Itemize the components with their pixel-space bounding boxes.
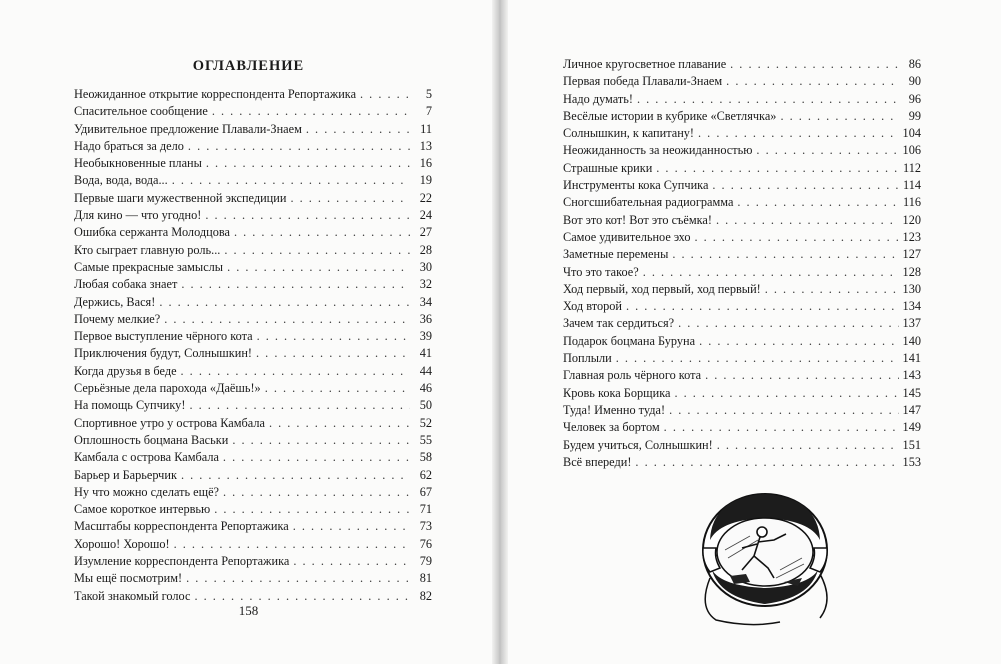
toc-entry-title: Самое короткое интервью [74, 502, 211, 517]
toc-dot-leader [674, 385, 898, 402]
toc-entry-title: Первая победа Плавали-Знаем [563, 74, 723, 89]
toc-entry-page: 62 [419, 467, 432, 482]
toc-entry-page: 79 [419, 554, 432, 569]
toc-entry [563, 454, 921, 471]
toc-dot-leader [643, 264, 899, 281]
toc-entry-page: 24 [419, 208, 432, 223]
toc-entry-title: Солнышкин, к капитану! [563, 126, 695, 141]
toc-entry-title: На помощь Супчику! [74, 398, 186, 413]
toc-dot-leader [227, 259, 410, 276]
toc-entry-title: Барьер и Барьерчик [74, 467, 177, 482]
toc-entry-title: Зачем так сердиться? [563, 316, 675, 331]
toc-entry [74, 363, 432, 380]
toc-entry-title: Необыкновенные планы [74, 156, 202, 171]
toc-entry-title: Самое удивительное эхо [563, 229, 691, 244]
toc-dot-leader [360, 86, 410, 103]
toc-entry-page: 137 [902, 316, 921, 331]
toc-entry-page: 114 [903, 178, 921, 193]
toc-entry-title: Всё впереди! [563, 454, 632, 469]
toc-entry [74, 121, 432, 138]
toc-entry [74, 415, 432, 432]
toc-entry-page: 123 [902, 229, 921, 244]
toc-entry-title: Почему мелкие? [74, 311, 161, 326]
toc-entry-title: Сногсшибательная радиограмма [563, 195, 734, 210]
toc-entry [74, 172, 432, 189]
toc-dot-leader [223, 484, 410, 501]
toc-entry-page: 116 [903, 195, 921, 210]
toc-entry-page: 145 [902, 385, 921, 400]
toc-entry [74, 518, 432, 535]
toc-entry-page: 27 [419, 225, 432, 240]
toc-entry-page: 76 [419, 536, 432, 551]
toc-dot-leader [290, 190, 410, 207]
toc-dot-leader [205, 207, 410, 224]
toc-entry-title: Человек за бортом [563, 420, 660, 435]
toc-entry [563, 281, 921, 298]
toc-dot-leader [756, 142, 898, 159]
toc-entry [74, 311, 432, 328]
page-number: 158 [238, 603, 259, 618]
toc-entry [563, 298, 921, 315]
toc-entry [563, 350, 921, 367]
toc-dot-leader [699, 333, 898, 350]
toc-entry-page: 112 [903, 160, 921, 175]
toc-entry-title: Главная роль чёрного кота [563, 368, 702, 383]
toc-dot-leader [664, 419, 899, 436]
toc-entry [74, 207, 432, 224]
lifebuoy-illustration-icon [690, 478, 840, 628]
toc-entry-title: Вода, вода, вода... [74, 173, 168, 188]
toc-entry-title: Хорошо! Хорошо! [74, 536, 170, 551]
toc-entry-page: 82 [419, 588, 432, 603]
toc-dot-leader [672, 246, 898, 263]
toc-entry-title: Будем учиться, Солнышкин! [563, 437, 713, 452]
toc-entry [563, 437, 921, 454]
toc-dot-leader [257, 328, 410, 345]
toc-dot-leader [712, 177, 899, 194]
toc-entry [74, 259, 432, 276]
toc-dot-leader [293, 553, 410, 570]
toc-dot-leader [214, 501, 410, 518]
toc-dot-leader [224, 242, 410, 259]
toc-entry-page: 32 [419, 277, 432, 292]
toc-entry [74, 190, 432, 207]
toc-entry-page: 30 [419, 259, 432, 274]
toc-dot-leader [206, 155, 410, 172]
toc-entry [74, 570, 432, 587]
toc-entry [74, 138, 432, 155]
toc-entry [563, 264, 921, 281]
toc-entry-page: 130 [902, 281, 921, 296]
toc-entry-page: 36 [419, 311, 432, 326]
toc-entry [74, 345, 432, 362]
toc-entry-page: 52 [419, 415, 432, 430]
toc-entry-title: Ошибка сержанта Молодцова [74, 225, 230, 240]
toc-entry-page: 134 [902, 299, 921, 314]
toc-dot-leader [159, 294, 410, 311]
toc-entry [563, 177, 921, 194]
toc-entry-page: 28 [419, 242, 432, 257]
toc-dot-leader [265, 380, 410, 397]
toc-dot-leader [626, 298, 899, 315]
toc-dot-leader [635, 454, 898, 471]
toc-entry-title: Весёлые истории в кубрике «Светлячка» [563, 108, 777, 123]
toc-entry [74, 242, 432, 259]
toc-dot-leader [730, 56, 899, 73]
toc-entry-page: 90 [908, 74, 921, 89]
toc-entry-title: Личное кругосветное плавание [563, 57, 727, 71]
toc-entry-page: 96 [908, 91, 921, 106]
toc-entry-title: Неожиданное открытие корреспондента Репортажика [74, 87, 357, 101]
toc-entry [74, 380, 432, 397]
toc-entry-title: Надо думать! [563, 91, 633, 106]
toc-entry [74, 328, 432, 345]
toc-entry-page: 99 [908, 108, 921, 123]
toc-entry [563, 402, 921, 419]
toc-entry [74, 449, 432, 466]
toc-entry-page: 5 [425, 87, 432, 101]
toc-entry-page: 140 [902, 333, 921, 348]
toc-entry-title: Держись, Вася! [74, 294, 156, 309]
toc-dot-leader [726, 73, 899, 90]
toc-entry-page: 149 [902, 420, 921, 435]
toc-entry-page: 128 [902, 264, 921, 279]
toc-entry-title: Спасительное сообщение [74, 104, 208, 119]
toc-entry [74, 432, 432, 449]
toc-dot-leader [232, 432, 410, 449]
toc-entry-title: Ну что можно сделать ещё? [74, 484, 219, 499]
toc-entry-page: 153 [902, 454, 921, 469]
toc-entry-page: 22 [419, 190, 432, 205]
toc-entry-page: 151 [902, 437, 921, 452]
toc-list-left [74, 86, 432, 605]
toc-dot-leader [212, 103, 410, 120]
toc-entry [563, 142, 921, 159]
toc-entry-page: 34 [419, 294, 432, 309]
toc-entry-page: 71 [419, 502, 432, 517]
toc-entry [74, 155, 432, 172]
toc-entry [563, 194, 921, 211]
toc-dot-leader [765, 281, 899, 298]
toc-entry-title: Первое выступление чёрного кота [74, 329, 253, 344]
toc-entry-title: Заметные перемены [563, 247, 669, 262]
toc-dot-leader [256, 345, 410, 362]
toc-dot-leader [306, 121, 410, 138]
toc-dot-leader [678, 315, 898, 332]
toc-entry-title: Спортивное утро у острова Камбала [74, 415, 265, 430]
toc-entry [74, 553, 432, 570]
toc-entry [563, 367, 921, 384]
toc-entry-page: 44 [419, 363, 432, 378]
toc-entry-page: 50 [419, 398, 432, 413]
toc-dot-leader [186, 570, 410, 587]
toc-entry [74, 224, 432, 241]
toc-entry-title: Приключения будут, Солнышкин! [74, 346, 253, 361]
toc-entry-page: 46 [419, 381, 432, 396]
toc-entry [563, 419, 921, 436]
toc-entry-title: Кровь кока Борщика [563, 385, 671, 400]
left-page [0, 0, 497, 664]
toc-entry-page: 41 [419, 346, 432, 361]
toc-dot-leader [189, 397, 410, 414]
toc-entry [74, 294, 432, 311]
toc-title: ОГЛАВЛЕНИЕ [192, 58, 305, 74]
toc-entry-title: Когда друзья в беде [74, 363, 177, 378]
toc-entry-page: 127 [902, 247, 921, 262]
book-gutter [492, 0, 508, 664]
toc-entry-title: Страшные крики [563, 160, 653, 175]
toc-entry [563, 91, 921, 108]
toc-dot-leader [694, 229, 898, 246]
toc-entry-title: Туда! Именно туда! [563, 402, 666, 417]
toc-dot-leader [181, 363, 410, 380]
toc-entry [563, 108, 921, 125]
toc-entry [563, 385, 921, 402]
toc-dot-leader [164, 311, 410, 328]
toc-entry-title: Масштабы корреспондента Репортажика [74, 519, 289, 534]
toc-entry-title: Неожиданность за неожиданностью [563, 143, 753, 158]
toc-entry-title: Такой знакомый голос [74, 588, 191, 603]
toc-entry-title: Удивительное предложение Плавали-Знаем [74, 121, 302, 136]
toc-entry-title: Кто сыграет главную роль... [74, 242, 221, 257]
toc-dot-leader [705, 367, 898, 384]
toc-entry-title: Инструменты кока Супчика [563, 178, 709, 193]
toc-entry-title: Для кино — что угодно! [74, 208, 202, 223]
toc-entry [563, 160, 921, 177]
toc-dot-leader [717, 437, 899, 454]
toc-entry [74, 103, 432, 120]
toc-entry-page: 16 [419, 156, 432, 171]
toc-entry-title: Надо браться за дело [74, 138, 184, 153]
toc-entry-title: Самые прекрасные замыслы [74, 259, 224, 274]
toc-dot-leader [234, 224, 410, 241]
toc-entry [74, 501, 432, 518]
toc-entry-page: 120 [902, 212, 921, 227]
toc-dot-leader [698, 125, 899, 142]
toc-entry [74, 484, 432, 501]
toc-entry [74, 86, 432, 103]
toc-dot-leader [616, 350, 899, 367]
toc-entry-title: Мы ещё посмотрим! [74, 571, 183, 586]
toc-entry-title: Оплошность боцмана Васьки [74, 432, 229, 447]
toc-entry [563, 56, 921, 73]
toc-dot-leader [737, 194, 899, 211]
toc-entry-page: 86 [908, 57, 921, 71]
toc-entry [563, 333, 921, 350]
toc-entry-page: 104 [902, 126, 921, 141]
toc-entry-title: Ход второй [563, 299, 622, 314]
toc-dot-leader [181, 276, 410, 293]
toc-entry [563, 125, 921, 142]
toc-entry [563, 73, 921, 90]
toc-dot-leader [293, 518, 410, 535]
toc-entry-page: 73 [419, 519, 432, 534]
toc-dot-leader [716, 212, 899, 229]
toc-entry-page: 13 [419, 138, 432, 153]
toc-entry-page: 147 [902, 402, 921, 417]
toc-entry [74, 467, 432, 484]
toc-dot-leader [637, 91, 899, 108]
toc-dot-leader [188, 138, 410, 155]
toc-entry-page: 39 [419, 329, 432, 344]
toc-entry-page: 106 [902, 143, 921, 158]
toc-entry [563, 229, 921, 246]
toc-dot-leader [269, 415, 410, 432]
toc-entry-page: 141 [902, 351, 921, 366]
toc-entry-page: 143 [902, 368, 921, 383]
toc-entry [74, 536, 432, 553]
toc-entry-title: Серьёзные дела парохода «Даёшь!» [74, 381, 261, 396]
toc-entry-title: Поплыли [563, 351, 612, 366]
toc-entry [563, 246, 921, 263]
toc-entry-page: 7 [425, 104, 432, 119]
toc-entry-title: Подарок боцмана Буруна [563, 333, 696, 348]
toc-dot-leader [669, 402, 898, 419]
toc-entry-page: 19 [419, 173, 432, 188]
toc-dot-leader [181, 467, 410, 484]
toc-dot-leader [780, 108, 899, 125]
toc-entry-title: Ход первый, ход первый, ход первый! [563, 281, 761, 296]
toc-entry-page: 81 [419, 571, 432, 586]
toc-entry-page: 55 [419, 432, 432, 447]
toc-entry-title: Любая собака знает [74, 277, 178, 292]
toc-entry-title: Изумление корреспондента Репортажика [74, 554, 290, 569]
toc-entry-title: Камбала с острова Камбала [74, 450, 219, 465]
toc-entry-page: 58 [419, 450, 432, 465]
toc-dot-leader [172, 172, 410, 189]
toc-entry-title: Вот это кот! Вот это съёмка! [563, 212, 712, 227]
toc-entry-title: Первые шаги мужественной экспедиции [74, 190, 287, 205]
toc-dot-leader [656, 160, 899, 177]
toc-entry [74, 276, 432, 293]
toc-entry [74, 397, 432, 414]
toc-entry-page: 11 [420, 121, 432, 136]
toc-entry [563, 315, 921, 332]
toc-entry-page: 67 [419, 484, 432, 499]
toc-entry-title: Что это такое? [563, 264, 639, 279]
toc-list-right [563, 56, 921, 471]
toc-dot-leader [223, 449, 410, 466]
toc-entry [563, 212, 921, 229]
toc-dot-leader [174, 536, 410, 553]
